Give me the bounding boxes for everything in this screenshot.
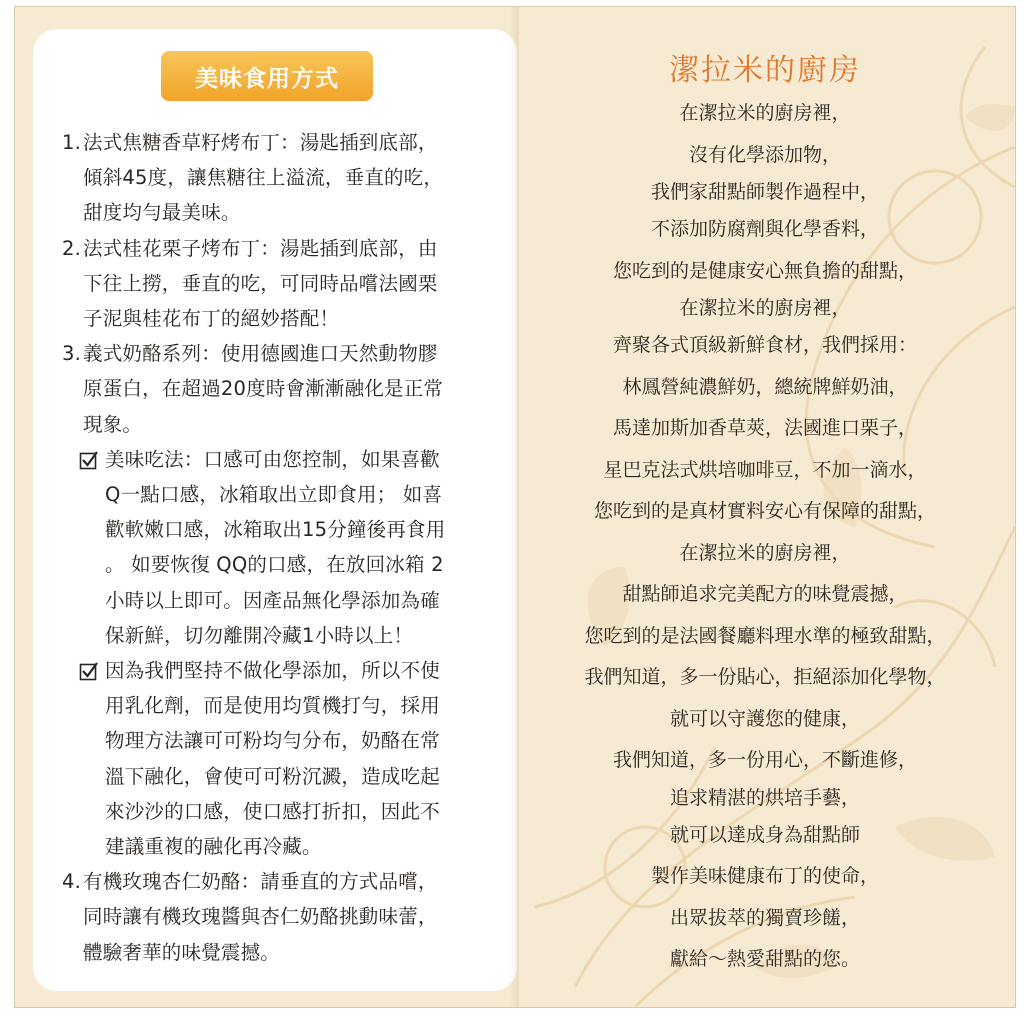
poem-line: 您吃到的是法國餐廳料理水準的極致甜點，: [584, 624, 946, 647]
note-line: 美味吃法：口感可由您控制，如果喜歡: [105, 447, 440, 471]
instruction-line: 法式焦糖香草籽烤布丁：湯匙插到底部，: [83, 131, 438, 154]
poem-line: 就可以守護您的健康，: [669, 707, 860, 730]
check-note-2: [79, 653, 507, 864]
instruction-line: 現象。: [83, 412, 143, 436]
poem-line: 星巴克法式烘培咖啡豆，不加一滴水，: [603, 458, 927, 481]
poem-line: 齊聚各式頂級新鮮食材，我們採用：: [612, 334, 917, 356]
check-note-1: [79, 442, 507, 653]
poem-line: 獻給～熱愛甜點的您。: [669, 948, 860, 970]
poem-line: 甜點師追求完美配方的味覺震撼，: [622, 583, 908, 605]
leaflet-page: [14, 6, 1016, 1008]
note-line: Q一點口感，冰箱取出立即食用； 如喜: [105, 483, 443, 507]
kitchen-title: 潔拉米的廚房: [669, 53, 861, 88]
note-line: 溫下融化，會使可可粉沉澱，造成吃起: [105, 764, 440, 788]
item-number: 3.: [61, 342, 81, 366]
note-line: 物理方法讓可可粉均勻分布，奶酪在常: [105, 729, 440, 753]
note-line: 歡軟嫩口感，冰箱取出15分鐘後再食用: [105, 518, 446, 542]
poem-line: 不添加防腐劑與化學香料，: [650, 218, 879, 240]
kitchen-poem: [515, 93, 1015, 981]
instructions-list: [47, 125, 507, 970]
instruction-item-4: [47, 864, 507, 970]
item-number: 4.: [61, 870, 81, 894]
poem-line: 我們家甜點師製作過程中，: [650, 181, 879, 203]
poem-line: 馬達加斯加香草莢，法國進口栗子，: [612, 417, 917, 439]
instruction-item-2: [47, 231, 507, 337]
instruction-line: 原蛋白，在超過20度時會漸漸融化是正常: [83, 377, 444, 401]
checked-box-icon: [79, 653, 105, 864]
item-number: 1.: [61, 131, 81, 154]
checked-box-icon: [79, 442, 105, 653]
serving-instructions-panel: [33, 29, 517, 991]
poem-line: 林鳳營純濃鮮奶，總統牌鮮奶油，: [622, 375, 908, 398]
instruction-line: 有機玫瑰杏仁奶酪：請垂直的方式品嚐，: [83, 870, 438, 894]
poem-line: 沒有化學添加物，: [688, 143, 841, 166]
kitchen-story-panel: [515, 7, 1015, 1007]
instruction-item-1: [47, 125, 507, 231]
poem-line: 您吃到的是健康安心無負擔的甜點，: [612, 259, 917, 282]
instruction-line: 法式桂花栗子烤布丁：湯匙插到底部，由: [83, 236, 438, 260]
note-line: 建議重複的融化再冷藏。: [105, 835, 322, 859]
instruction-line: 子泥與桂花布丁的絕妙搭配！: [83, 307, 340, 331]
poem-line: 在潔拉米的廚房裡，: [679, 541, 851, 564]
instruction-line: 甜度均勻最美味。: [83, 201, 241, 225]
note-line: 因為我們堅持不做化學添加，所以不使: [105, 659, 440, 683]
item-number: 2.: [61, 236, 81, 260]
poem-line: 就可以達成身為甜點師: [669, 823, 860, 846]
note-line: 小時以上即可。因產品無化學添加為確: [105, 588, 440, 612]
poem-line: 追求精湛的烘培手藝，: [669, 786, 860, 809]
instruction-line: 傾斜45度，讓焦糖往上溢流，垂直的吃，: [83, 166, 444, 190]
instruction-line: 體驗奢華的味覺震撼。: [83, 940, 281, 964]
poem-line: 我們知道，多一份用心，不斷進修，: [612, 749, 917, 771]
poem-line: 您吃到的是真材實料安心有保障的甜點，: [593, 500, 936, 522]
note-line: 來沙沙的口感，使口感打折扣，因此不: [105, 799, 440, 823]
poem-line: 在潔拉米的廚房裡，: [679, 297, 851, 319]
serving-title-badge: 美味食用方式: [161, 51, 373, 101]
instruction-line: 下往上撈，垂直的吃，可同時品嚐法國栗: [83, 271, 438, 295]
instruction-item-3: [47, 336, 507, 442]
instruction-line: 義式奶酪系列：使用德國進口天然動物膠: [83, 342, 438, 366]
poem-line: 我們知道，多一份貼心，拒絕添加化學物，: [584, 666, 946, 688]
note-line: 保新鮮，切勿離開冷藏1小時以上！: [105, 623, 414, 647]
poem-line: 在潔拉米的廚房裡，: [679, 102, 851, 124]
poem-line: 出眾拔萃的獨賣珍饈，: [669, 906, 860, 929]
instruction-line: 同時讓有機玫瑰醬與杏仁奶酪挑動味蕾，: [83, 905, 438, 929]
note-line: 用乳化劑，而是使用均質機打勻，採用: [105, 694, 440, 718]
poem-line: 製作美味健康布丁的使命，: [650, 865, 879, 887]
note-line: 。 如要恢復 QQ的口感，在放回冰箱 2: [105, 553, 444, 577]
